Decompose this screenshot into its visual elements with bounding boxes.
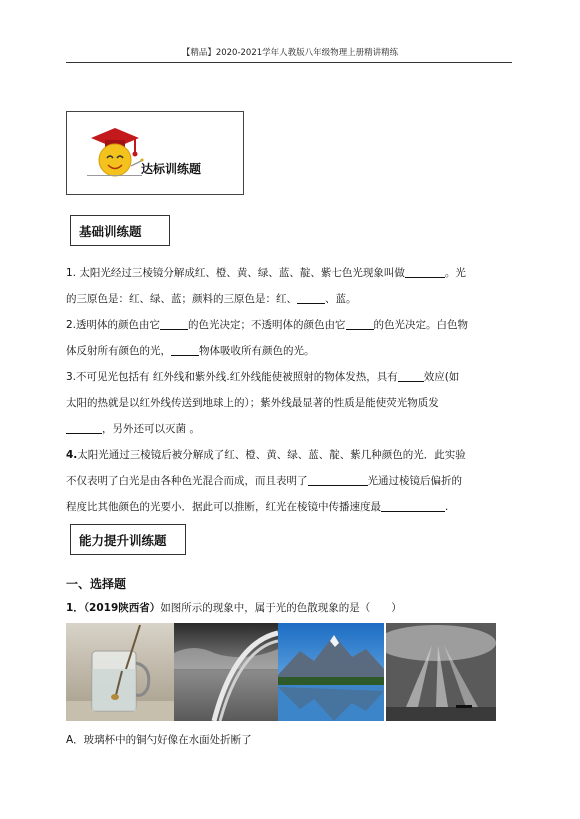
q1-text-a: 1. 太阳光经过三棱镜分解成红、橙、黄、绿、蓝、靛、紫七色光现象叫做 [66,267,405,279]
question-choice-1 [66,600,402,615]
answer-blank [171,343,199,356]
q2-text-a: 2.透明体的颜色由它 [66,319,161,331]
graduation-cap-smiley-icon [85,124,145,182]
q2-text-e: 物体吸收所有颜色的光。 [199,345,315,357]
q1-text-c: 的三原色是：红、绿、蓝；颜料的三原色是：红、 [66,293,297,305]
q4-text-c: 不仅表明了白光是由各种色光混合而成，而且表明了 [66,475,308,487]
answer-blank [381,499,445,512]
banner-box [66,111,244,195]
answer-blank [398,369,424,382]
option-a: A．玻璃杯中的铜勺好像在水面处折断了 [66,734,252,746]
question-basic-4 [66,442,514,520]
mountain-lake-reflection-photo [278,623,384,721]
rainbow-photo [174,623,278,721]
q4-text-d: 光通过棱镜后偏折的 [367,475,462,487]
section-basic-title: 基础训练题 [70,215,170,246]
q2-text-c: 的色光决定。白色物 [373,319,469,331]
q4-text-b: 太阳光通过三棱镜后被分解成了红、橙、黄、绿、蓝、靛、紫几种颜色的光．此实验 [77,449,466,461]
q1-text-d: 、蓝。 [325,293,357,305]
answer-blank [160,317,188,330]
answer-blank [405,265,445,278]
q4-text-f: . [445,501,449,513]
banner-title: 达标训练题 [141,162,202,176]
page-header: 【精品】2020-2021学年人教版八年级物理上册精讲精练 [181,48,399,58]
section-choice-title: 一、选择题 [66,577,127,591]
q1-text-b: 。光 [444,267,466,279]
q3-text-c: 太阳的热就是以红外线传送到地球上的）；紫外线最显著的性质是能使荧光物质发 [66,397,439,409]
header-rule [66,62,512,63]
q-number: 1． [66,602,84,614]
q3-text-b: 效应(如 [423,371,460,383]
banner-underline [87,175,142,176]
question-basic-2 [66,312,514,364]
glass-spoon-photo [66,623,174,721]
answer-blank [66,421,102,434]
question-basic-3 [66,364,514,442]
q-text: 如图所示的现象中，属于光的色散现象的是（ ） [160,602,402,614]
q4-text-e: 程度比其他颜色的光要小．据此可以推断，红光在棱镜中传播速度最 [66,501,381,513]
answer-blank [297,291,325,304]
answer-blank [308,473,368,486]
q3-text-a: 3.不可见光包括有 红外线和紫外线.红外线能使被照射的物体发热，具有 [66,371,398,383]
answer-blank [346,317,374,330]
q4-number: 4. [66,449,78,461]
q-source: （2019陕西省） [83,602,161,614]
section-advanced-title: 能力提升训练题 [70,524,186,555]
q2-text-d: 体反射所有颜色的光， [66,345,171,357]
sun-rays-photo [386,623,496,721]
q3-text-d: ，另外还可以灭菌 。 [102,423,200,435]
question-basic-1 [66,260,514,312]
q2-text-b: 的色光决定；不透明体的颜色由它 [188,319,346,331]
